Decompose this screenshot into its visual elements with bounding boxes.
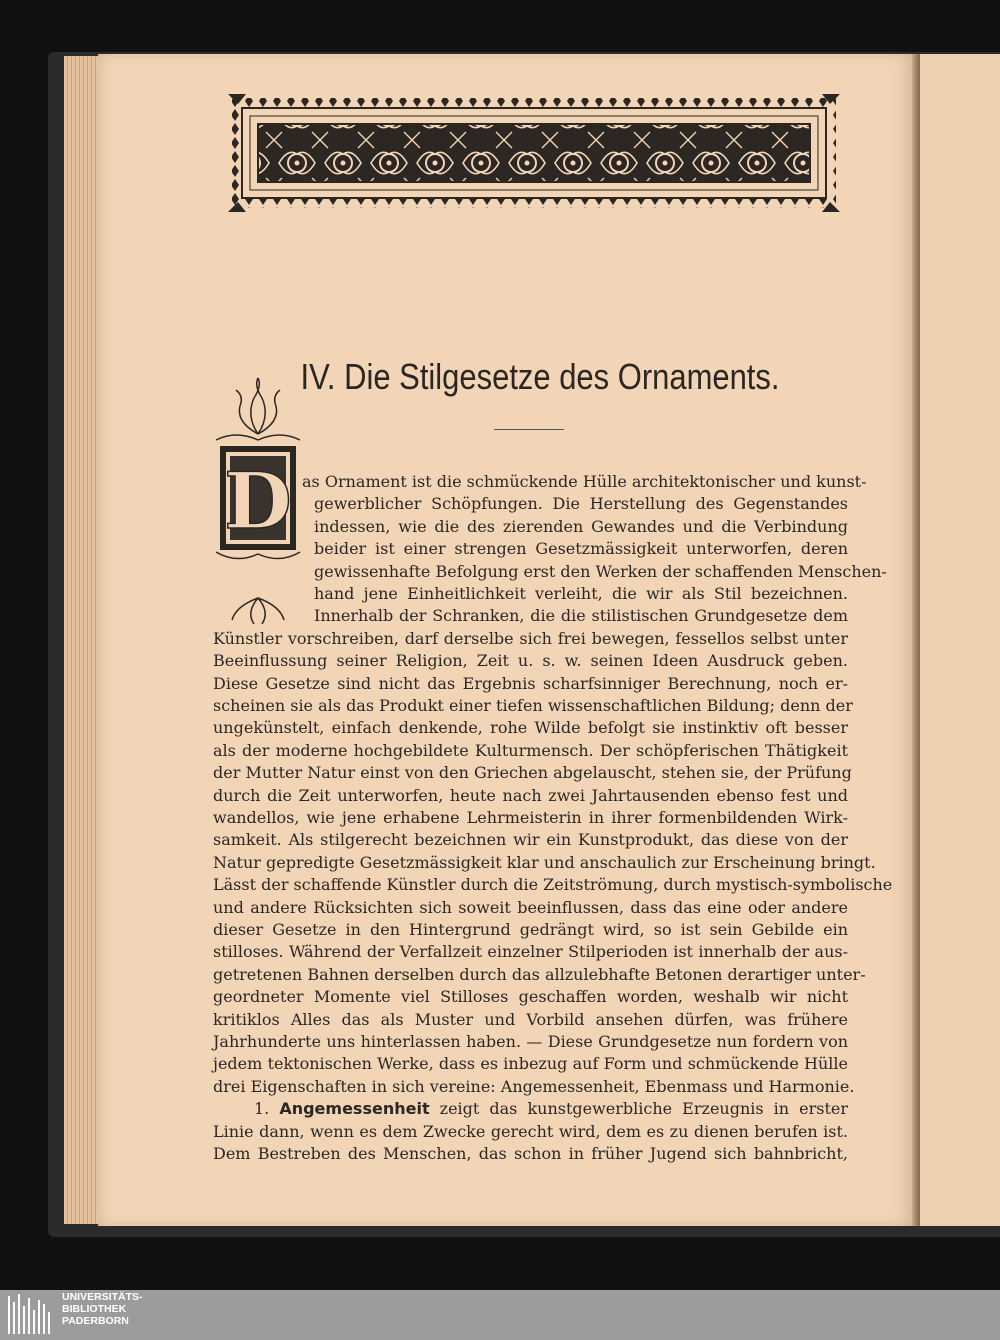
item-text: zeigt das kunstgewerbliche Erzeugnis in erster xyxy=(439,1099,848,1119)
body-line: gewissenhafte Befolgung erst den Werken der schaffenden Menschen- xyxy=(314,561,887,581)
body-line: getretenen Bahnen derselben durch das allzulebhafte Betonen derartiger unter- xyxy=(213,964,866,984)
title-divider xyxy=(494,429,564,430)
body-line: Beeinflussung seiner Religion, Zeit u. s. w. seinen Ideen Ausdruck geben. xyxy=(213,651,848,671)
body-line: beider ist einer strengen Gesetzmässigkeit unterworfen, deren xyxy=(314,539,848,559)
body-line: Künstler vorschreiben, darf derselbe sich frei bewegen, fessellos selbst unter xyxy=(213,628,848,648)
body-line: kritiklos Alles das als Muster und Vorbild ansehen dürfen, was frühere xyxy=(213,1009,848,1029)
body-line: Diese Gesetze sind nicht das Ergebnis scharfsinniger Berechnung, noch er- xyxy=(213,673,848,693)
body-line: samkeit. Als stilgerecht bezeichnen wir ein Kunstprodukt, das diese von der xyxy=(213,830,848,850)
body-line: hand jene Einheitlichkeit verleiht, die wir als Stil bezeichnen. xyxy=(314,584,848,603)
body-line: as Ornament ist die schmückende Hülle architektonischer und kunst- xyxy=(302,472,867,491)
body-line: jedem tektonischen Werke, dass es inbezug auf Form und schmückende Hülle xyxy=(213,1054,848,1074)
body-line: Dem Bestreben des Menschen, das schon in früher Jugend sich bahnbricht, xyxy=(213,1144,848,1163)
library-name xyxy=(62,1291,143,1327)
body-line: Jahrhunderte uns hinterlassen haben. — Diese Grundgesetze nun fordern von xyxy=(213,1032,848,1051)
body-line: durch die Zeit unterworfen, heute nach zwei Jahrtausenden ebenso fest und xyxy=(213,785,848,805)
body-line: dieser Gesetze in den Hintergrund gedrängt wird, so ist sein Gebilde ein xyxy=(213,920,848,939)
ornamental-header-band xyxy=(228,94,840,212)
library-name-line3: PADERBORN xyxy=(62,1315,129,1327)
body-line: Innerhalb der Schranken, die die stilistischen Grundgesetze dem xyxy=(314,606,848,626)
body-line: geordneter Momente viel Stilloses geschaffen worden, weshalb wir nicht xyxy=(213,987,848,1007)
library-name-line2: BIBLIOTHEK xyxy=(62,1303,127,1315)
item-term: Angemessenheit xyxy=(279,1099,430,1119)
numbered-paragraph-line xyxy=(254,1099,848,1119)
body-line: drei Eigenschaften in sich vereine: Angemessenheit, Ebenmass und Harmonie. xyxy=(213,1076,855,1096)
body-line: scheinen sie als das Produkt einer tiefen wissenschaftlichen Bildung; denn der xyxy=(213,696,853,715)
item-number: 1. xyxy=(254,1099,270,1119)
body-line: Natur gepredigte Gesetzmässigkeit klar und anschaulich zur Erscheinung bringt. xyxy=(213,852,876,872)
body-line: und andere Rücksichten sich soweit beeinflussen, dass das eine oder andere xyxy=(213,897,848,917)
body-line: stilloses. Während der Verfallzeit einzelner Stilperioden ist innerhalb der aus- xyxy=(213,942,848,962)
library-footer xyxy=(0,1290,1000,1340)
initial-letter-glyph: D xyxy=(224,456,292,547)
body-line: als der moderne hochgebildete Kulturmensch. Der schöpferischen Thätigkeit xyxy=(213,740,848,760)
body-line: der Mutter Natur einst von den Griechen abgelauscht, stehen sie, der Prüfung xyxy=(213,763,852,783)
body-line: Linie dann, wenn es dem Zwecke gerecht wird, dem es zu dienen berufen ist. xyxy=(213,1121,848,1141)
decorated-initial-letter xyxy=(206,376,310,626)
body-line: ungekünstelt, einfach denkende, rohe Wilde befolgt sie instinktiv oft besser xyxy=(213,718,848,738)
chapter-title: IV. Die Stilgesetze des Ornaments. xyxy=(300,356,780,397)
body-line: gewerblicher Schöpfungen. Die Herstellung des Gegenstandes xyxy=(314,494,848,514)
body-line: Lässt der schaffende Künstler durch die Zeitströmung, durch mystisch-symbolische xyxy=(213,875,893,895)
body-line: wandellos, wie jene erhabene Lehrmeisterin in ihrer formenbildenden Wirk- xyxy=(213,808,848,827)
body-line: indessen, wie die des zierenden Gewandes und die Verbindung xyxy=(314,516,848,536)
library-logo-icon xyxy=(6,1292,58,1336)
facing-page-edge xyxy=(920,54,1000,1226)
library-name-line1: UNIVERSITÄTS- xyxy=(62,1291,143,1303)
